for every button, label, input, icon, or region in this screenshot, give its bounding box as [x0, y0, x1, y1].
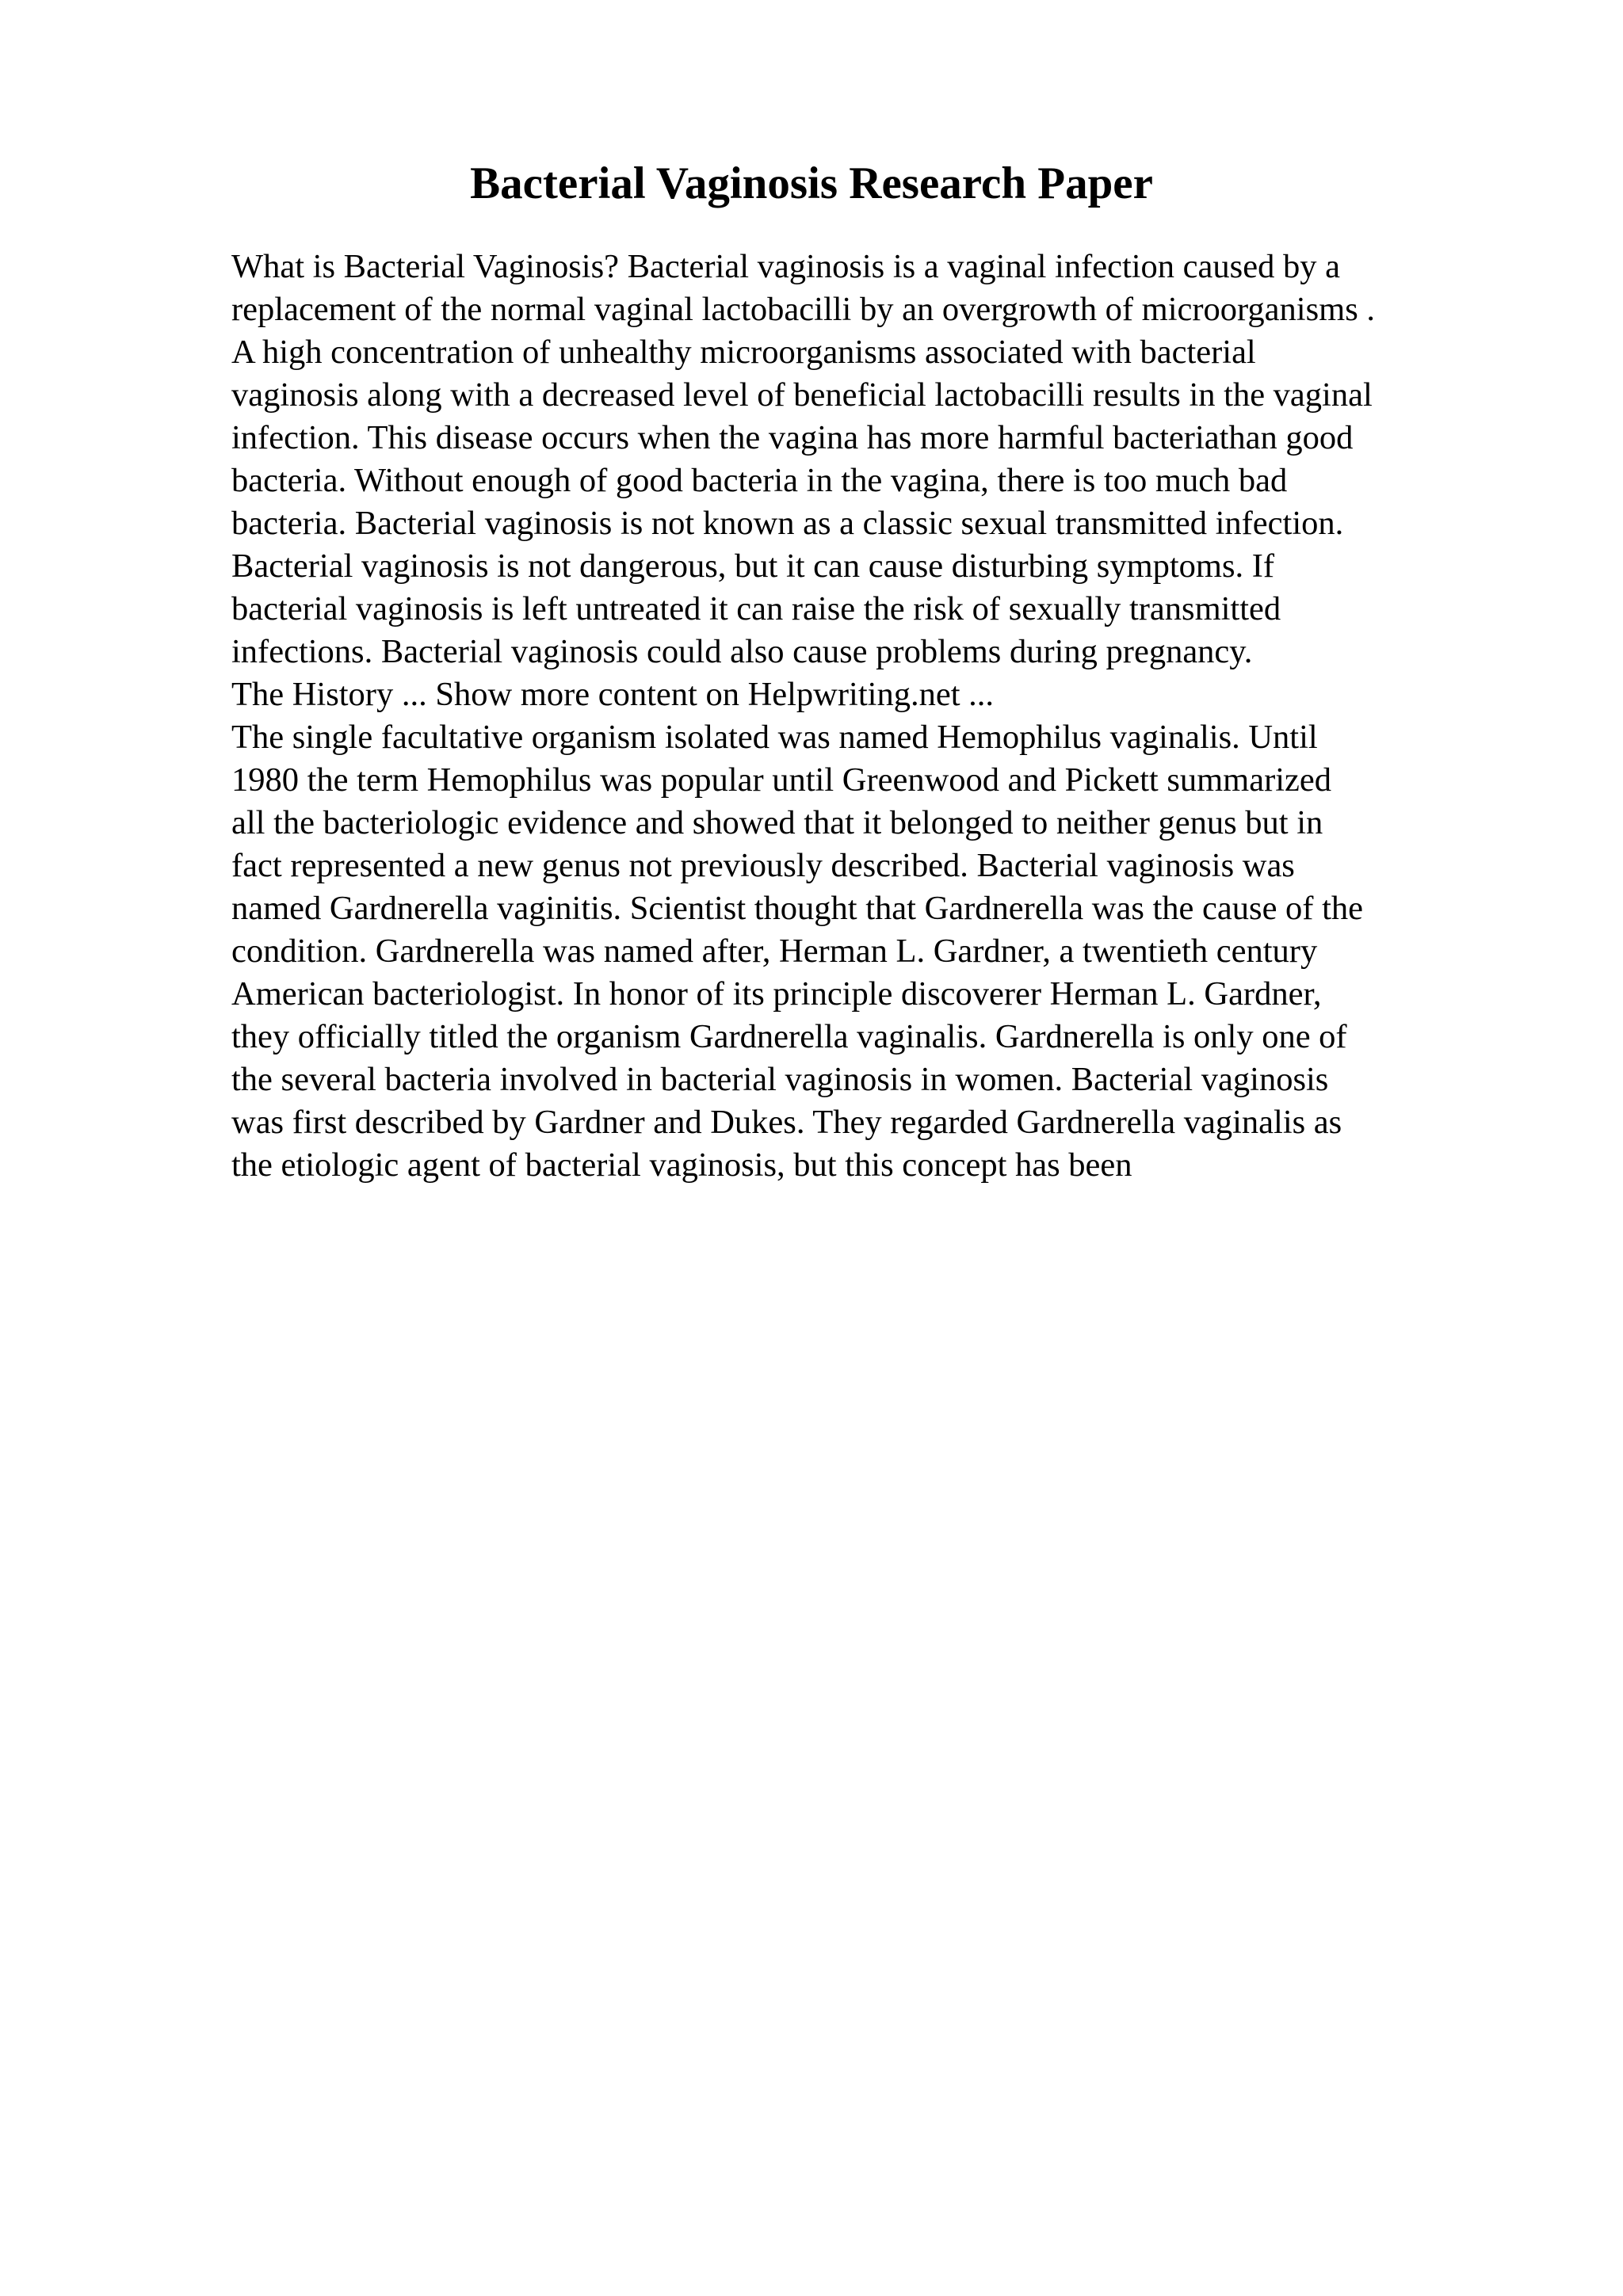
- document-title: Bacterial Vaginosis Research Paper: [470, 158, 1153, 208]
- text-line: bacterial vaginosis is left untreated it can raise the risk of sexually transmitted: [231, 590, 1281, 627]
- text-line: fact represented a new genus not previously described. Bacterial vaginosis was: [231, 847, 1295, 884]
- text-line: 1980 the term Hemophilus was popular until Greenwood and Pickett summarized: [231, 761, 1332, 799]
- text-line: The single facultative organism isolated was named Hemophilus vaginalis. Until: [231, 719, 1318, 756]
- text-line: bacteria. Bacterial vaginosis is not known as a classic sexual transmitted infection.: [231, 505, 1344, 542]
- text-line: condition. Gardnerella was named after, Herman L. Gardner, a twentieth century: [231, 933, 1318, 970]
- text-line: they officially titled the organism Gardnerella vaginalis. Gardnerella is only one of: [231, 1018, 1347, 1055]
- text-line: all the bacteriologic evidence and showed that it belonged to neither genus but in: [231, 804, 1323, 841]
- text-line: was first described by Gardner and Dukes. They regarded Gardnerella vaginalis as: [231, 1104, 1342, 1141]
- text-line: Bacterial vaginosis is not dangerous, but it can cause disturbing symptoms. If: [231, 547, 1275, 585]
- text-line: bacteria. Without enough of good bacteria in the vagina, there is too much bad: [231, 462, 1288, 499]
- text-line: the several bacteria involved in bacterial vaginosis in women. Bacterial vaginosis: [231, 1061, 1329, 1098]
- document-body: [231, 246, 1594, 1187]
- show-more-line: The History ... Show more content on Helpwriting.net ...: [231, 676, 994, 713]
- text-line: named Gardnerella vaginitis. Scientist thought that Gardnerella was the cause of the: [231, 890, 1364, 927]
- text-line: infections. Bacterial vaginosis could also cause problems during pregnancy.: [231, 633, 1253, 670]
- text-line: replacement of the normal vaginal lactobacilli by an overgrowth of microorganisms .: [231, 291, 1375, 328]
- text-line: the etiologic agent of bacterial vaginosis, but this concept has been: [231, 1146, 1132, 1184]
- text-line: vaginosis along with a decreased level of beneficial lactobacilli results in the vaginal: [231, 376, 1373, 414]
- text-line: American bacteriologist. In honor of its principle discoverer Herman L. Gardner,: [231, 975, 1322, 1013]
- text-line: What is Bacterial Vaginosis? Bacterial vaginosis is a vaginal infection caused by a: [231, 248, 1340, 285]
- text-line: infection. This disease occurs when the vagina has more harmful bacteriathan good: [231, 419, 1354, 456]
- text-line: A high concentration of unhealthy microorganisms associated with bacterial: [231, 334, 1256, 371]
